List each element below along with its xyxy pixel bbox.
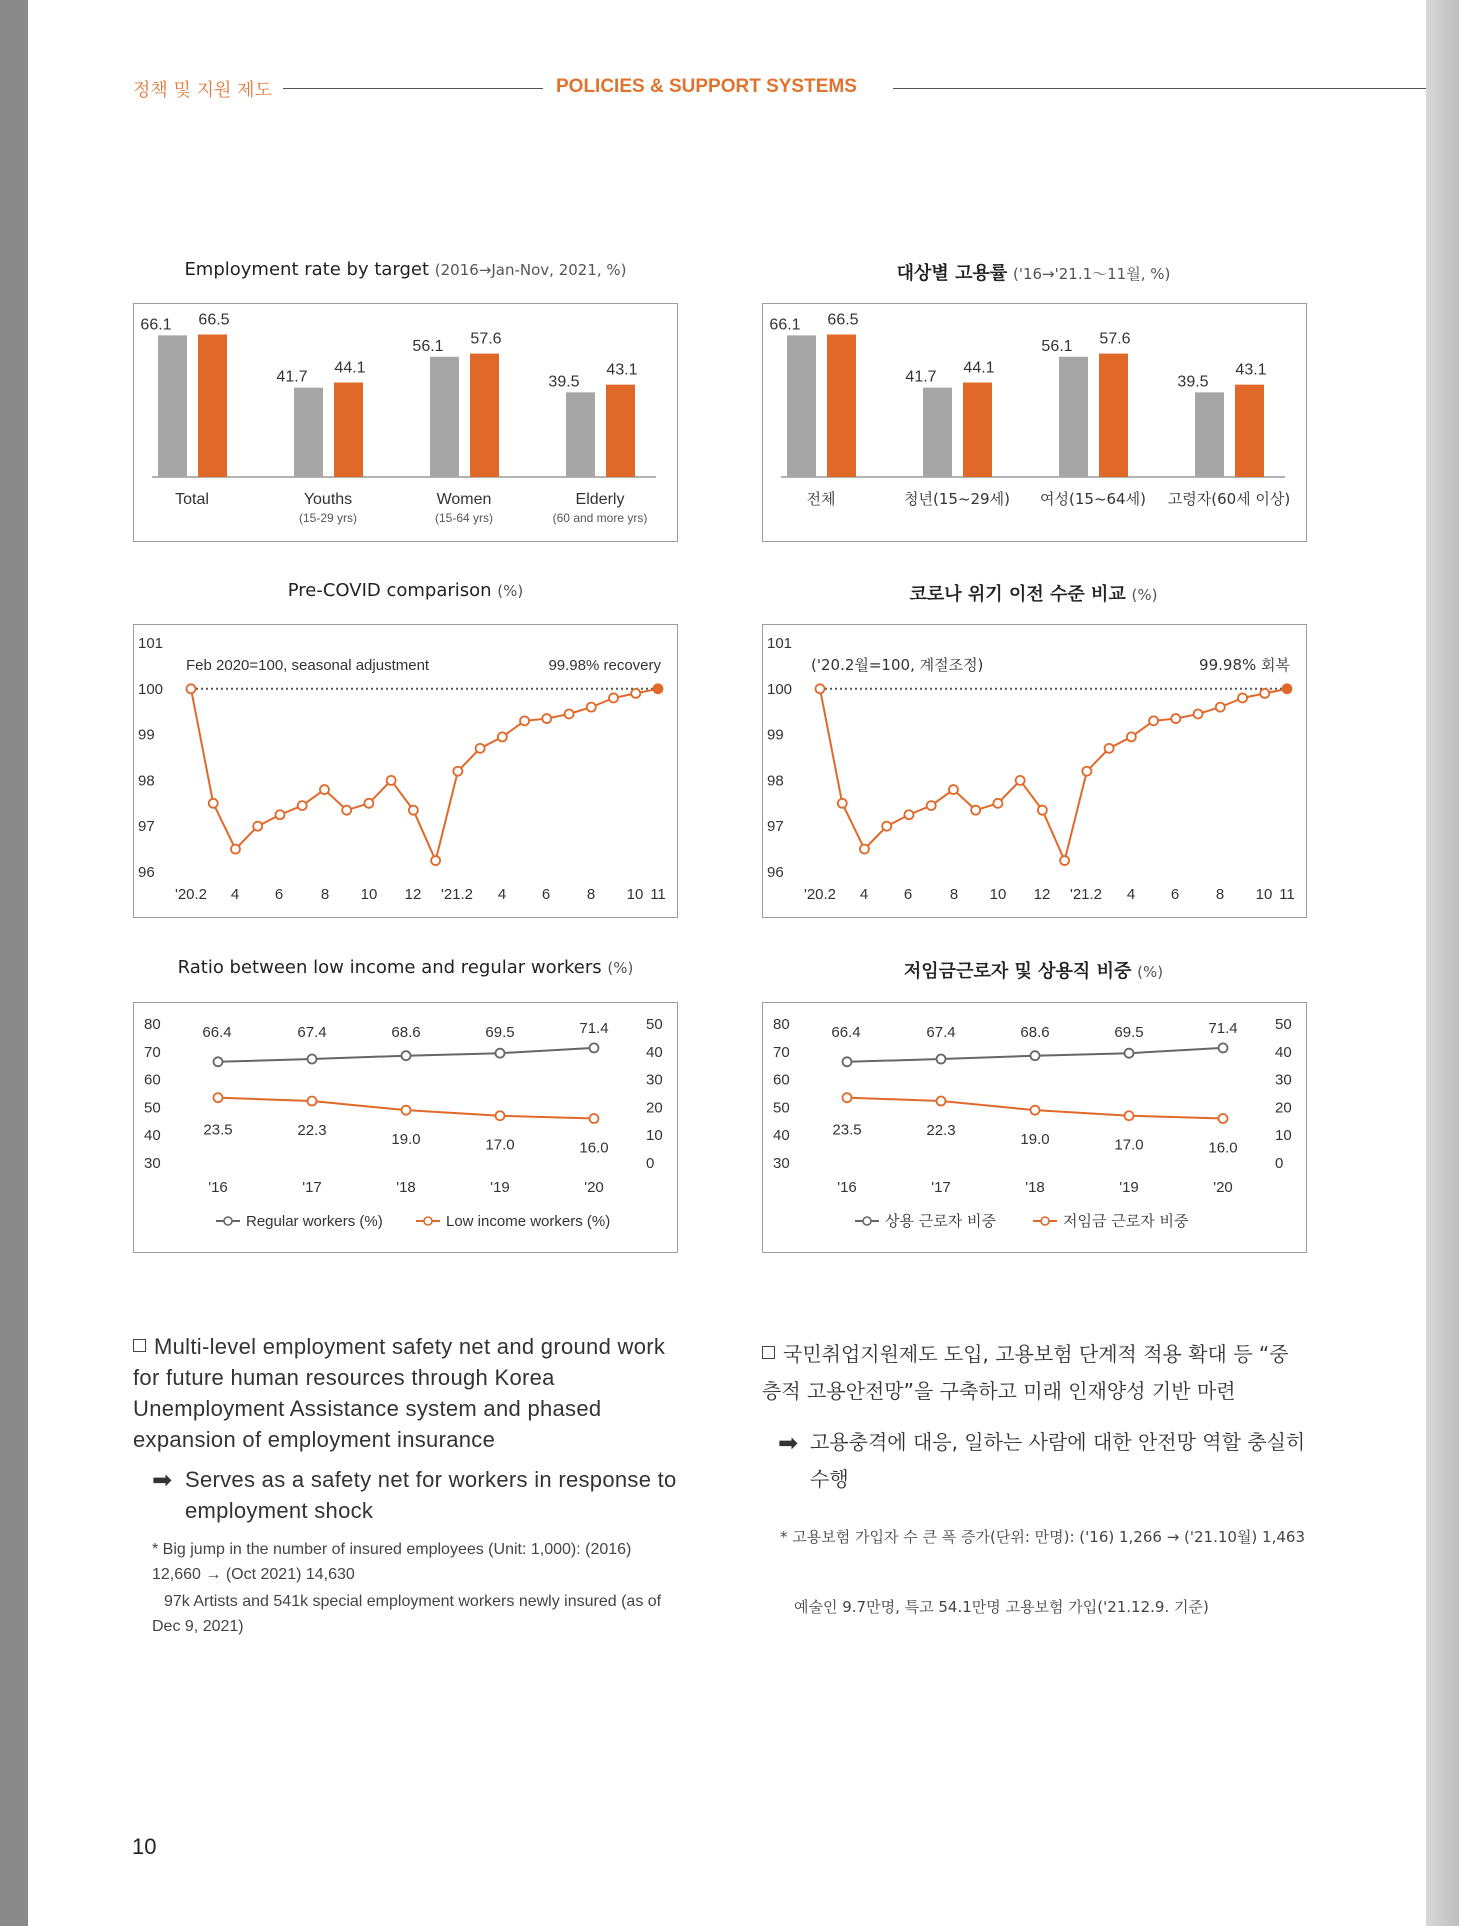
ratio-chart-title-ko [762, 957, 1305, 983]
right-y-tick-label: 0 [646, 1155, 655, 1172]
bar [470, 354, 499, 477]
data-label: 56.1 [412, 337, 444, 355]
x-tick-label: 10 [989, 886, 1007, 903]
data-label: 56.1 [1041, 337, 1073, 355]
left-y-tick-label: 80 [144, 1016, 161, 1033]
legend-swatch-marker [863, 1217, 871, 1225]
data-label: 66.1 [140, 316, 172, 334]
left-y-tick-label: 80 [773, 1016, 790, 1033]
x-tick-label: '16 [837, 1179, 857, 1196]
data-label: 19.0 [1020, 1131, 1050, 1149]
x-tick-label: '18 [1025, 1179, 1045, 1196]
x-tick-label: 8 [586, 886, 596, 903]
ratio-chart-title-en [133, 957, 678, 978]
data-point [904, 810, 913, 819]
x-tick-label: '21.2 [1069, 886, 1103, 903]
data-point [609, 693, 618, 702]
category-sublabel: (60 and more yrs) [552, 511, 648, 525]
y-tick-label: 99 [767, 726, 784, 744]
arrow-line-en: Serves as a safety net for workers in response to employment shock [185, 1467, 677, 1523]
left-y-tick-label: 50 [144, 1099, 161, 1117]
bar-chart-en-canvas [134, 304, 677, 541]
left-y-tick-label: 60 [144, 1071, 161, 1089]
x-tick-label: 6 [1170, 886, 1180, 903]
data-point [320, 785, 329, 794]
right-y-tick-label: 30 [646, 1071, 663, 1089]
category-label: Youths [303, 491, 353, 508]
left-y-tick-label: 30 [144, 1155, 161, 1172]
legend-swatch-marker [424, 1217, 432, 1225]
right-y-tick-label: 40 [1275, 1043, 1292, 1061]
bar-chart-title-ko-unit: ('16→'21.1～11월, %) [1012, 265, 1171, 283]
data-point [1238, 693, 1247, 702]
ratio-chart-ko-canvas [763, 1003, 1306, 1252]
legend-label: 상용 근로자 비중 [885, 1212, 996, 1230]
y-tick-label: 98 [138, 772, 155, 790]
page-number: 10 [132, 1834, 157, 1859]
bar [1195, 392, 1224, 477]
data-label: 22.3 [926, 1122, 956, 1140]
bar-chart-title-en-unit: (2016→Jan-Nov, 2021, %) [434, 261, 627, 279]
data-label: 43.1 [1235, 361, 1267, 379]
ratio-chart-en-canvas [134, 1003, 677, 1252]
bullet-paragraph-en [133, 1331, 678, 1455]
right-y-tick-label: 50 [646, 1016, 663, 1033]
data-point [1031, 1051, 1040, 1060]
right-y-tick-label: 10 [646, 1127, 663, 1145]
data-point [860, 845, 869, 854]
data-label: 69.5 [485, 1023, 515, 1041]
note-en-2: 97k Artists and 541k special employment workers newly insured (as of Dec 9, 2021) [152, 1593, 662, 1635]
data-label: 68.6 [391, 1023, 421, 1041]
x-tick-label: 4 [497, 886, 507, 903]
note-en-1: * Big jump in the number of insured employees (Unit: 1,000): (2016) 12,660 → (Oct 2021) 14,630 [152, 1541, 632, 1583]
data-label: 67.4 [926, 1023, 956, 1041]
bar [787, 335, 816, 477]
right-y-tick-label: 20 [1275, 1099, 1292, 1117]
data-point [1171, 714, 1180, 723]
bar [430, 357, 459, 477]
data-point [342, 806, 351, 815]
line-chart-title-ko-unit: (%) [1131, 586, 1158, 604]
data-point [187, 684, 196, 693]
x-tick-label: 6 [903, 886, 913, 903]
left-y-tick-label: 70 [773, 1043, 790, 1061]
x-tick-label: '20.2 [174, 886, 208, 903]
data-point [949, 785, 958, 794]
y-tick-label: 96 [138, 864, 155, 881]
x-tick-label: '19 [1119, 1179, 1139, 1196]
header-rule-right [893, 88, 1426, 89]
arrow-line-ko: 고용충격에 대응, 일하는 사람에 대한 안전망 역할 충실히 수행 [810, 1430, 1306, 1491]
section-header-english: POLICIES & SUPPORT SYSTEMS [556, 76, 857, 97]
data-label: 16.0 [1208, 1139, 1238, 1157]
x-tick-label: 6 [274, 886, 284, 903]
data-point [993, 799, 1002, 808]
x-tick-label: '16 [208, 1179, 228, 1196]
data-label: 39.5 [1177, 373, 1209, 391]
y-tick-label: 97 [767, 818, 784, 836]
right-y-tick-label: 40 [646, 1043, 663, 1061]
data-label: 41.7 [905, 368, 937, 386]
data-point [308, 1055, 317, 1064]
data-point [496, 1049, 505, 1058]
category-sublabel: (15-29 yrs) [298, 511, 358, 525]
data-point [498, 732, 507, 741]
legend-swatch-marker [1041, 1217, 1049, 1225]
data-point [387, 776, 396, 785]
x-tick-label: '17 [931, 1179, 951, 1196]
data-point [590, 1114, 599, 1123]
bar-chart-title-en [133, 259, 678, 280]
data-point [927, 801, 936, 810]
data-point [1219, 1114, 1228, 1123]
data-point [654, 684, 663, 693]
data-point [496, 1111, 505, 1120]
data-point [1031, 1106, 1040, 1115]
right-y-tick-label: 0 [1275, 1155, 1284, 1172]
line-chart-title-en-unit: (%) [497, 582, 524, 600]
data-point [231, 845, 240, 854]
checkbox-square-icon [762, 1346, 775, 1359]
data-point [1125, 1111, 1134, 1120]
data-point [409, 806, 418, 815]
note-ko-2: 예술인 9.7만명, 특고 54.1만명 고용보험 가입('21.12.9. 기준) [794, 1598, 1209, 1616]
data-point [1149, 716, 1158, 725]
y-tick-label: 99 [138, 726, 155, 744]
data-point [1219, 1043, 1228, 1052]
data-label: 17.0 [1114, 1136, 1144, 1154]
line-chart-title-ko-main: 코로나 위기 이전 수준 비교 [909, 584, 1126, 605]
data-point [1060, 856, 1069, 865]
ratio-chart-title-ko-unit: (%) [1137, 963, 1164, 981]
page-edge-shadow [1426, 0, 1459, 1926]
data-label: 69.5 [1114, 1023, 1144, 1041]
annotation-right: 99.98% recovery [548, 657, 661, 674]
legend-label: Regular workers (%) [246, 1213, 383, 1230]
left-y-tick-label: 30 [773, 1155, 790, 1172]
bar [827, 335, 856, 478]
annotation-left: ('20.2월=100, 계절조정) [811, 656, 984, 674]
data-point [275, 810, 284, 819]
data-point [520, 716, 529, 725]
bar [158, 335, 187, 477]
right-y-tick-label: 50 [1275, 1016, 1292, 1033]
x-tick-label: '17 [302, 1179, 322, 1196]
data-label: 22.3 [297, 1122, 327, 1140]
data-point [308, 1097, 317, 1106]
line-chart-title-ko [762, 580, 1305, 606]
bullet-text-en: Multi-level employment safety net and ground work for future human resources through Korea Unemployment Assistance system and phased expansion of employment insurance [133, 1334, 666, 1452]
ratio-chart-title-en-unit: (%) [607, 959, 634, 977]
data-point [587, 703, 596, 712]
left-y-tick-label: 50 [773, 1099, 790, 1117]
data-point [1127, 732, 1136, 741]
data-point [631, 689, 640, 698]
category-label: 청년(15~29세) [904, 490, 1010, 508]
x-tick-label: 8 [949, 886, 959, 903]
ratio-chart-ko [762, 1002, 1307, 1253]
data-label: 57.6 [470, 330, 502, 348]
y-tick-label: 100 [767, 680, 793, 698]
data-point [402, 1106, 411, 1115]
bar [294, 388, 323, 477]
data-label: 71.4 [1208, 1019, 1238, 1037]
data-point [1016, 776, 1025, 785]
y-tick-label: 96 [767, 864, 784, 881]
y-tick-label: 101 [767, 635, 793, 652]
data-label: 66.5 [827, 311, 859, 329]
data-point [565, 709, 574, 718]
left-y-tick-label: 70 [144, 1043, 161, 1061]
annotation-right: 99.98% 회복 [1199, 656, 1290, 674]
data-point [431, 856, 440, 865]
line-chart-en [133, 624, 678, 918]
category-label: 전체 [806, 490, 836, 508]
legend-swatch-marker [224, 1217, 232, 1225]
data-point [1082, 767, 1091, 776]
header-rule-left [283, 88, 543, 89]
data-label: 17.0 [485, 1136, 515, 1154]
data-point [364, 799, 373, 808]
x-tick-label: 6 [541, 886, 551, 903]
x-tick-label: 4 [230, 886, 240, 903]
data-point [1260, 689, 1269, 698]
data-point [253, 822, 262, 831]
data-point [1105, 744, 1114, 753]
data-label: 66.5 [198, 311, 230, 329]
y-tick-label: 97 [138, 818, 155, 836]
data-label: 66.4 [831, 1023, 861, 1041]
bar [198, 335, 227, 478]
arrow-right-icon: ➡ [152, 1466, 173, 1494]
left-y-tick-label: 40 [144, 1127, 161, 1145]
data-label: 66.1 [769, 316, 801, 334]
bullet-text-ko: 국민취업지원제도 도입, 고용보험 단계적 적용 확대 등 “중층적 고용안전망”을 구축하고 미래 인재양성 기반 마련 [762, 1342, 1289, 1403]
bar-chart-ko [762, 303, 1307, 542]
bar [334, 383, 363, 478]
x-tick-label: 11 [650, 886, 666, 903]
annotation-left: Feb 2020=100, seasonal adjustment [186, 657, 430, 674]
data-point [453, 767, 462, 776]
data-point [816, 684, 825, 693]
x-tick-label: 10 [1255, 886, 1273, 903]
category-label: Total [175, 491, 209, 508]
right-y-tick-label: 30 [1275, 1071, 1292, 1089]
data-point [209, 799, 218, 808]
data-point [1038, 806, 1047, 815]
data-label: 19.0 [391, 1131, 421, 1149]
data-point [1216, 703, 1225, 712]
bar-chart-title-ko [762, 259, 1305, 285]
right-y-tick-label: 10 [1275, 1127, 1292, 1145]
data-label: 16.0 [579, 1139, 609, 1157]
data-label: 68.6 [1020, 1023, 1050, 1041]
x-tick-label: 10 [360, 886, 378, 903]
data-point [838, 799, 847, 808]
x-tick-label: '19 [490, 1179, 510, 1196]
category-label: Women [436, 491, 492, 508]
data-point [1283, 684, 1292, 693]
arrow-right-icon: ➡ [778, 1429, 799, 1457]
legend-label: Low income workers (%) [446, 1213, 611, 1230]
x-tick-label: 12 [1033, 886, 1051, 903]
ratio-chart-en [133, 1002, 678, 1253]
data-point [402, 1051, 411, 1060]
data-point [214, 1057, 223, 1066]
ratio-chart-title-ko-main: 저임금근로자 및 상용직 비중 [903, 961, 1132, 982]
section-header-korean: 정책 및 지원 제도 [133, 80, 272, 101]
data-label: 23.5 [832, 1121, 862, 1139]
data-label: 71.4 [579, 1019, 609, 1037]
x-tick-label: 4 [859, 886, 869, 903]
bar-chart-title-ko-main: 대상별 고용률 [896, 263, 1008, 284]
x-tick-label: 8 [1215, 886, 1225, 903]
bar-chart-ko-canvas [763, 304, 1306, 541]
x-tick-label: '20 [584, 1179, 604, 1196]
line-chart-title-en-main: Pre-COVID comparison [287, 580, 492, 601]
bar [923, 388, 952, 477]
data-label: 66.4 [202, 1023, 232, 1041]
bar [1059, 357, 1088, 477]
x-tick-label: 12 [404, 886, 422, 903]
x-tick-label: 4 [1126, 886, 1136, 903]
series-line [820, 689, 1287, 861]
checkbox-square-icon [133, 1339, 146, 1352]
data-label: 44.1 [963, 359, 995, 377]
legend-label: 저임금 근로자 비중 [1063, 1212, 1189, 1230]
line-chart-title-en [133, 580, 678, 601]
data-point [937, 1055, 946, 1064]
bar-chart-title-en-main: Employment rate by target [184, 259, 430, 280]
left-y-tick-label: 60 [773, 1071, 790, 1089]
bar [566, 392, 595, 477]
right-y-tick-label: 20 [646, 1099, 663, 1117]
x-tick-label: '18 [396, 1179, 416, 1196]
data-point [843, 1093, 852, 1102]
x-tick-label: '20 [1213, 1179, 1233, 1196]
y-tick-label: 100 [138, 680, 164, 698]
note-ko-1: * 고용보험 가입자 수 큰 폭 증가(단위: 만명): ('16) 1,266 → ('21.10월) 1,463 [780, 1528, 1305, 1546]
x-tick-label: 8 [320, 886, 330, 903]
data-label: 57.6 [1099, 330, 1131, 348]
bullet-paragraph-ko [762, 1336, 1307, 1410]
bar [1099, 354, 1128, 477]
data-label: 44.1 [334, 359, 366, 377]
category-label: Elderly [575, 491, 625, 508]
data-point [590, 1043, 599, 1052]
data-point [843, 1057, 852, 1066]
x-tick-label: '20.2 [803, 886, 837, 903]
left-y-tick-label: 40 [773, 1127, 790, 1145]
line-chart-ko [762, 624, 1307, 918]
bar [963, 383, 992, 478]
data-point [542, 714, 551, 723]
bar [606, 385, 635, 477]
x-tick-label: 10 [626, 886, 644, 903]
data-label: 39.5 [548, 373, 580, 391]
data-point [971, 806, 980, 815]
data-point [298, 801, 307, 810]
data-label: 41.7 [276, 368, 308, 386]
bar [1235, 385, 1264, 477]
y-tick-label: 98 [767, 772, 784, 790]
category-sublabel: (15-64 yrs) [434, 511, 494, 525]
data-point [1125, 1049, 1134, 1058]
data-label: 67.4 [297, 1023, 327, 1041]
bar-chart-en [133, 303, 678, 542]
x-tick-label: '21.2 [440, 886, 474, 903]
category-label: 고령자(60세 이상) [1167, 490, 1291, 508]
category-label: 여성(15~64세) [1040, 490, 1146, 508]
data-point [937, 1097, 946, 1106]
data-point [1194, 709, 1203, 718]
data-label: 43.1 [606, 361, 638, 379]
x-tick-label: 11 [1279, 886, 1295, 903]
data-point [214, 1093, 223, 1102]
y-tick-label: 101 [138, 635, 164, 652]
line-chart-ko-canvas [763, 625, 1306, 917]
series-line [191, 689, 658, 861]
data-label: 23.5 [203, 1121, 233, 1139]
ratio-chart-title-en-main: Ratio between low income and regular workers [177, 957, 602, 978]
data-point [476, 744, 485, 753]
data-point [882, 822, 891, 831]
line-chart-en-canvas [134, 625, 677, 917]
